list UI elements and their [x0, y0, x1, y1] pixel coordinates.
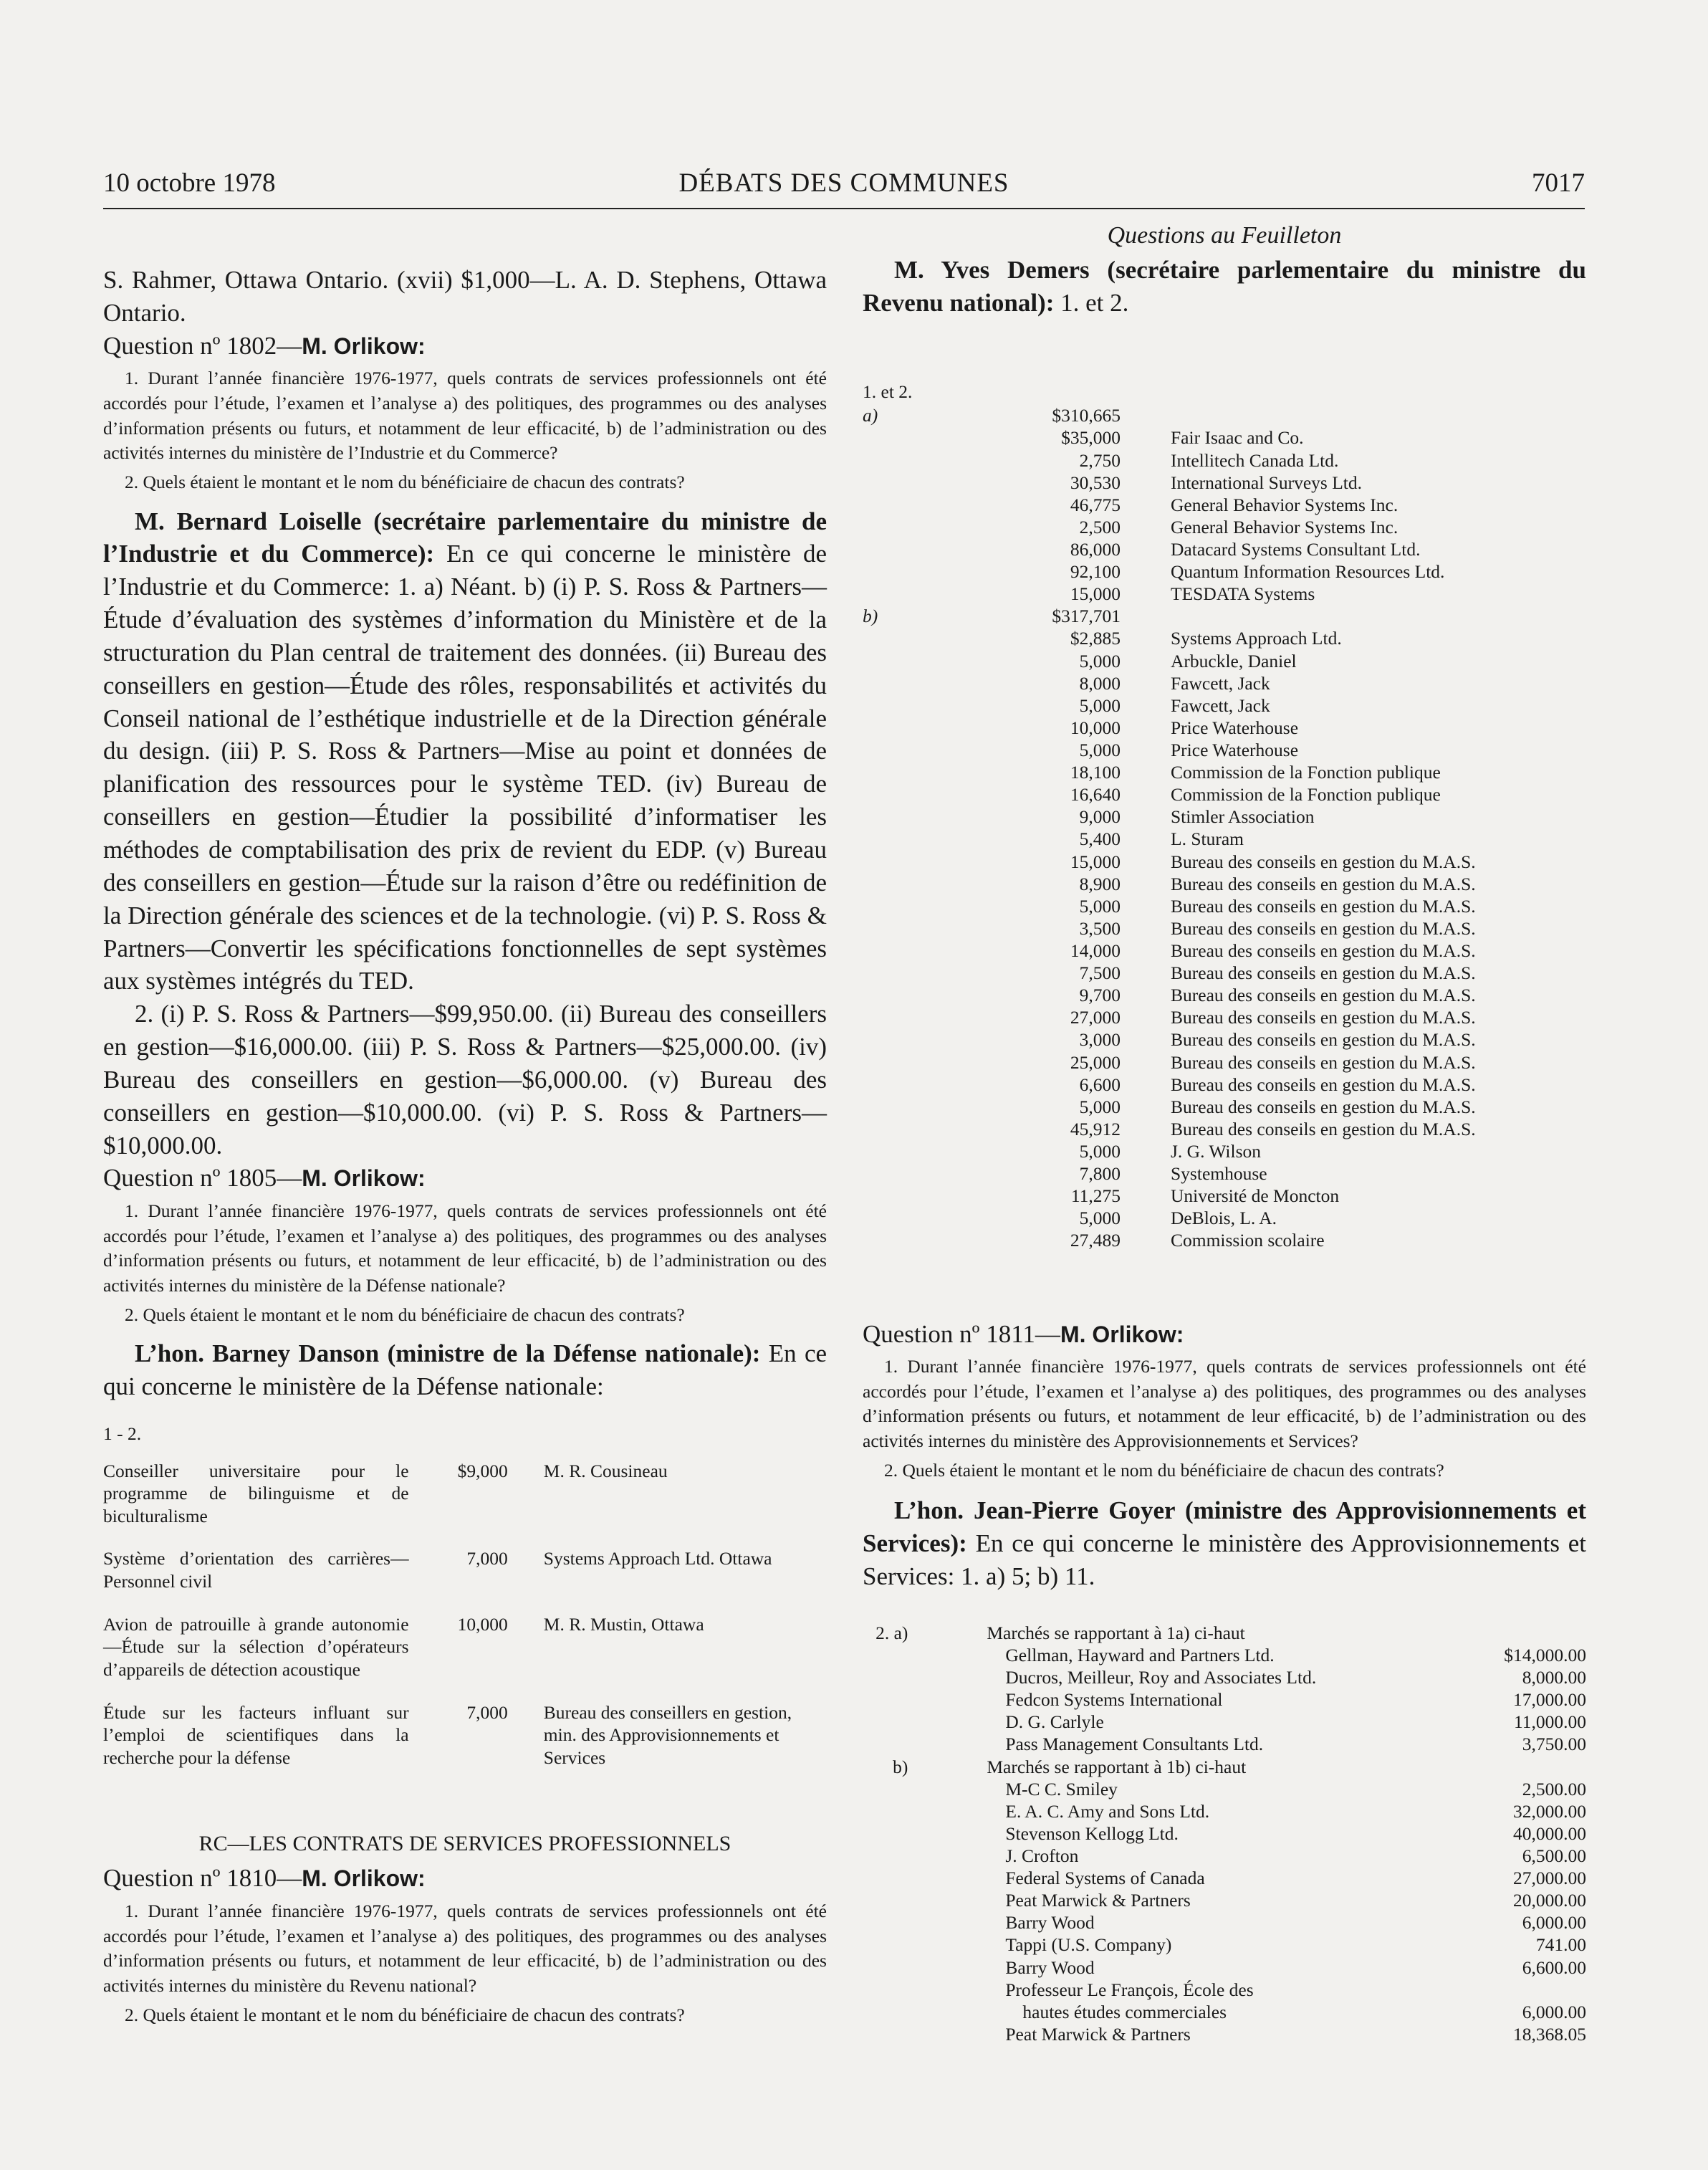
contract-amount: 10,000: [1070, 717, 1121, 738]
contract-recipient: Peat Marwick & Partners: [1005, 1890, 1191, 1911]
question-1811-asker: M. Orlikow:: [1060, 1321, 1184, 1347]
row-label: [863, 1140, 920, 1162]
question-1805-heading: [103, 1162, 827, 1195]
table-row: [863, 1118, 1476, 1140]
contract-recipient: J. Crofton: [1005, 1845, 1079, 1866]
table-row: [863, 1229, 1476, 1251]
contract-recipient: Systems Approach Ltd. Ottawa: [543, 1548, 772, 1569]
contract-recipient: Fawcett, Jack: [1171, 694, 1270, 716]
contract-description: Avion de patrouille à grande autonomie—Étude sur la sélection d’opérateurs d’appareils de détection acoustique: [103, 1613, 409, 1680]
row-label: [863, 962, 920, 984]
contract-amount: $2,885: [1070, 628, 1121, 649]
contract-recipient: International Surveys Ltd.: [1171, 472, 1362, 493]
contract-recipient: Commission scolaire: [1171, 1230, 1325, 1251]
contract-recipient: Bureau des conseils en gestion du M.A.S.: [1171, 1051, 1476, 1073]
contract-recipient: hautes études commerciales: [1022, 2001, 1227, 2022]
table-row: [863, 472, 1476, 494]
contract-amount: 3,750.00: [1522, 1734, 1586, 1755]
contract-amount: 6,000.00: [1522, 1912, 1586, 1934]
contract-amount: 10,000: [457, 1613, 508, 1635]
row-label: [863, 828, 920, 850]
row-label: [863, 2001, 908, 2023]
table-row: [863, 1666, 1586, 1688]
contract-amount: 16,640: [1070, 784, 1121, 806]
contract-amount: [1433, 1622, 1586, 1644]
question-1805-part2: 2. Quels étaient le montant et le nom du bénéficiaire de chacun des contrats?: [125, 1304, 685, 1325]
goyer-speaker: L’hon. Jean-Pierre Goyer (ministre des Approvisionnements et Services):: [863, 1496, 1586, 1558]
question-1811-part1: 1. Durant l’année financière 1976-1977, quels contrats de services professionnels ont été accordés pour l’étude, l’examen et l’analyse a) des politiques, des programmes ou des analyses d’information présents ou futurs, et notamment de leur efficacité, b) de l’administration ou des activités internes du ministère des Approvisionnements et Services?: [863, 1356, 1586, 1452]
row-label: [863, 1845, 908, 1867]
contract-recipient: Bureau des conseils en gestion du M.A.S.: [1171, 917, 1476, 939]
table-row: [863, 783, 1476, 806]
contract-amount: 18,100: [1070, 762, 1121, 783]
contract-recipient: D. G. Carlyle: [1005, 1711, 1104, 1733]
table-row: [863, 761, 1476, 783]
table-row: [863, 426, 1476, 449]
contract-amount: 15,000: [1070, 583, 1121, 605]
row-label: [863, 516, 920, 538]
revenue-table-label: 1. et 2.: [863, 381, 913, 402]
contract-amount: 5,400: [1079, 828, 1121, 850]
contract-description: Conseiller universitaire pour le programme de bilinguisme et de biculturalisme: [103, 1460, 409, 1526]
row-label: [863, 739, 920, 761]
row-label: [863, 1006, 920, 1028]
table-row: [863, 1979, 1586, 2001]
contract-amount: 6,600: [1079, 1074, 1121, 1095]
question-1805-asker: M. Orlikow:: [302, 1165, 426, 1192]
contract-amount: 15,000: [1070, 851, 1121, 872]
row-label: [863, 1911, 908, 1934]
contract-recipient: Arbuckle, Daniel: [1171, 650, 1297, 671]
table-row: [863, 1711, 1586, 1733]
table-row: [863, 538, 1476, 560]
contract-recipient: Commission de la Fonction publique: [1171, 762, 1441, 783]
row-label: [863, 494, 920, 516]
row-label: b): [893, 1756, 908, 1777]
contract-recipient: Bureau des conseils en gestion du M.A.S.: [1171, 1118, 1476, 1139]
contract-amount: 27,000.00: [1513, 1868, 1586, 1889]
row-label: [863, 940, 920, 962]
table-row: [863, 1162, 1476, 1185]
question-1811-heading: [863, 1318, 1586, 1351]
contract-amount: 2,500.00: [1522, 1778, 1586, 1799]
table-row: [103, 1701, 827, 1789]
contract-recipient: Tappi (U.S. Company): [1005, 1934, 1172, 1956]
row-label: [863, 583, 920, 605]
table-row: [863, 1096, 1476, 1118]
contract-amount: 2,500: [1079, 516, 1121, 537]
contract-recipient: DeBlois, L. A.: [1171, 1208, 1277, 1229]
table-row: [103, 1613, 827, 1701]
contract-recipient: Datacard Systems Consultant Ltd.: [1171, 539, 1421, 560]
table-row: [863, 650, 1476, 672]
table-row: [863, 1644, 1586, 1666]
contract-amount: 5,000: [1079, 694, 1121, 716]
row-label: [863, 1979, 908, 2001]
table-row: [863, 962, 1476, 984]
contract-recipient: M. R. Cousineau: [543, 1460, 668, 1481]
contract-recipient: [1121, 404, 1476, 426]
defense-contracts-table: [103, 1460, 827, 1789]
row-label: [863, 2023, 908, 2045]
danson-answer: [103, 1337, 827, 1403]
contract-recipient: Intellitech Canada Ltd.: [1171, 449, 1339, 471]
contract-recipient: Ducros, Meilleur, Roy and Associates Ltd.: [1005, 1667, 1317, 1688]
table-row: [863, 873, 1476, 895]
row-label: [863, 1778, 908, 1800]
contract-amount: 8,900: [1079, 873, 1121, 894]
contract-recipient: J. G. Wilson: [1171, 1140, 1262, 1162]
contract-amount: 2,750: [1079, 449, 1121, 471]
table-row: [863, 1074, 1476, 1096]
contract-recipient: E. A. C. Amy and Sons Ltd.: [1005, 1800, 1210, 1822]
question-1802-part2: 2. Quels étaient le montant et le nom du bénéficiaire de chacun des contrats?: [125, 471, 685, 492]
row-label: [863, 538, 920, 560]
contract-amount: 8,000.00: [1522, 1667, 1586, 1688]
contract-recipient: Barry Wood: [1005, 1912, 1095, 1934]
contract-amount: 741.00: [1535, 1934, 1586, 1956]
contract-amount: 86,000: [1070, 539, 1121, 560]
row-label: [863, 895, 920, 917]
table-row: [863, 1800, 1586, 1822]
table-row: [863, 694, 1476, 717]
row-label: [863, 1956, 908, 1979]
table-row: [863, 1207, 1476, 1229]
question-1802-heading: [103, 330, 827, 363]
contract-amount: 92,100: [1070, 561, 1121, 583]
row-label: [863, 627, 920, 649]
question-1802-asker: M. Orlikow:: [302, 333, 426, 359]
row-label: [863, 1889, 908, 1911]
contract-recipient: Professeur Le François, École des: [1005, 1979, 1254, 2000]
table-row: [863, 1845, 1586, 1867]
contract-amount: $35,000: [1061, 427, 1121, 449]
contract-recipient: Price Waterhouse: [1171, 740, 1299, 760]
contract-recipient: Bureau des conseils en gestion du M.A.S.: [1171, 1029, 1476, 1051]
page-header: [103, 166, 1585, 209]
contract-recipient: Université de Moncton: [1171, 1185, 1340, 1207]
contract-amount: $310,665: [1052, 405, 1121, 426]
row-label: [863, 917, 920, 940]
question-1805-number: Question nº 1805—: [103, 1164, 302, 1192]
revenue-contracts-table: [863, 404, 1476, 1251]
question-1810-heading: [103, 1862, 827, 1895]
row-label: [863, 1711, 908, 1733]
table-row: [863, 1778, 1586, 1800]
contract-recipient: Bureau des conseils en gestion du M.A.S.: [1171, 1074, 1476, 1095]
contract-recipient: Bureau des conseils en gestion du M.A.S.: [1171, 985, 1476, 1006]
loiselle-speaker: M. Bernard Loiselle (secrétaire parlementaire du ministre de l’Industrie et du Commerce):: [103, 507, 827, 568]
demers-answer-text: 1. et 2.: [1060, 288, 1129, 317]
table-row: [863, 404, 1476, 426]
contract-amount: 6,000.00: [1522, 2001, 1586, 2022]
table-row: [863, 2001, 1586, 2023]
table-row: [863, 851, 1476, 873]
row-label: [863, 694, 920, 717]
row-label: [863, 472, 920, 494]
row-label: [863, 1051, 920, 1074]
contract-amount: 7,500: [1079, 962, 1121, 984]
contract-amount: 5,000: [1079, 740, 1121, 760]
contract-recipient: M. R. Mustin, Ottawa: [543, 1613, 704, 1635]
contract-recipient: Systems Approach Ltd.: [1171, 628, 1342, 649]
contract-amount: 9,000: [1079, 806, 1121, 828]
contract-recipient: L. Sturam: [1171, 828, 1244, 850]
contract-amount: 9,700: [1079, 985, 1121, 1006]
contract-recipient: Fedcon Systems International: [1005, 1689, 1223, 1711]
question-1810-asker: M. Orlikow:: [302, 1865, 426, 1892]
supply-contracts-table: [863, 1622, 1586, 2045]
contract-recipient: Fair Isaac and Co.: [1171, 427, 1304, 449]
contract-recipient: Barry Wood: [1005, 1956, 1095, 1978]
contract-recipient: Marchés se rapportant à 1a) ci-haut: [987, 1622, 1245, 1643]
row-label: [863, 1666, 908, 1688]
contract-amount: 7,800: [1079, 1163, 1121, 1185]
contract-amount: 5,000: [1079, 1208, 1121, 1229]
loiselle-answer-part2: 2. (i) P. S. Ross & Partners—$99,950.00. (ii) Bureau des conseillers en gestion—$16,000.00. (iii) P. S. Ross & Partners—$25,000.00. (iv) Bureau des conseillers en gestion—$6,000.00. (v) Bureau des conseillers en gestion—$10,000.00. (vi) P. S. Ross & Partners—$10,000.00.: [103, 1000, 827, 1160]
contract-recipient: Federal Systems of Canada: [1005, 1868, 1205, 1889]
row-label: [863, 717, 920, 739]
contract-recipient: Systemhouse: [1171, 1163, 1267, 1185]
demers-speaker: M. Yves Demers (secrétaire parlementaire du ministre du Revenu national):: [863, 256, 1586, 317]
question-1802-part1: 1. Durant l’année financière 1976-1977, quels contrats de services professionnels ont été accordés pour l’étude, l’examen et l’analyse a) des politiques, des programmes ou des analyses d’information présents ou futurs, et notamment de leur efficacité, b) de l’administration ou des activités internes du ministère de l’Industrie et du Commerce?: [103, 368, 827, 464]
contract-amount: [1433, 1979, 1586, 2001]
question-1811-number: Question nº 1811—: [863, 1319, 1060, 1348]
contract-recipient: Quantum Information Resources Ltd.: [1171, 561, 1445, 583]
table-row: [863, 672, 1476, 694]
table-row: [863, 1822, 1586, 1845]
table-row: [863, 1889, 1586, 1911]
contract-description: Étude sur les facteurs influant sur l’emploi de scientifiques dans la recherche pour la défense: [103, 1701, 409, 1768]
contract-amount: 8,000: [1079, 672, 1121, 694]
question-1810-number: Question nº 1810—: [103, 1864, 302, 1893]
table-row: [863, 739, 1476, 761]
contract-amount: 46,775: [1070, 494, 1121, 515]
contract-amount: 14,000: [1070, 940, 1121, 961]
contract-recipient: Commission de la Fonction publique: [1171, 784, 1441, 806]
table-row: [863, 627, 1476, 649]
contract-amount: 27,000: [1070, 1007, 1121, 1028]
contract-amount: 45,912: [1070, 1118, 1121, 1139]
contract-amount: [1433, 1756, 1586, 1778]
contract-recipient: Stimler Association: [1171, 806, 1315, 828]
contract-amount: $14,000.00: [1504, 1645, 1586, 1666]
goyer-answer: [863, 1494, 1586, 1593]
contract-amount: $317,701: [1052, 606, 1121, 627]
right-column: [863, 222, 1586, 2045]
table-row: [863, 2023, 1586, 2045]
table-row: [863, 560, 1476, 583]
table-row: [863, 1051, 1476, 1074]
row-label: [863, 806, 920, 828]
contract-recipient: Price Waterhouse: [1171, 717, 1299, 738]
contract-recipient: Pass Management Consultants Ltd.: [1005, 1734, 1264, 1755]
row-label: [863, 650, 920, 672]
contract-amount: 17,000.00: [1513, 1689, 1586, 1711]
table-row: [863, 1911, 1586, 1934]
row-label: [863, 1074, 920, 1096]
contract-recipient: Gellman, Hayward and Partners Ltd.: [1005, 1645, 1275, 1666]
contract-recipient: Bureau des conseillers en gestion, min. des Approvisionnements et Services: [543, 1701, 792, 1768]
contract-amount: 5,000: [1079, 1140, 1121, 1162]
contract-recipient: Bureau des conseils en gestion du M.A.S.: [1171, 940, 1476, 961]
row-label: [863, 449, 920, 472]
danson-speaker: L’hon. Barney Danson (ministre de la Défense nationale):: [135, 1339, 761, 1368]
question-1810-part2: 2. Quels étaient le montant et le nom du bénéficiaire de chacun des contrats?: [125, 2004, 685, 2025]
row-label: [863, 783, 920, 806]
contract-amount: 20,000.00: [1513, 1890, 1586, 1911]
continued-paragraph: S. Rahmer, Ottawa Ontario. (xvii) $1,000—L. A. D. Stephens, Ottawa Ontario.: [103, 266, 827, 327]
header-page-number: 7017: [1532, 168, 1585, 198]
row-label: [863, 1867, 908, 1889]
contract-recipient: Bureau des conseils en gestion du M.A.S.: [1171, 873, 1476, 894]
row-label: [863, 1229, 920, 1251]
contract-amount: 7,000: [466, 1548, 508, 1569]
contract-recipient: General Behavior Systems Inc.: [1171, 516, 1398, 537]
table-row: [863, 1956, 1586, 1979]
demers-answer: [863, 254, 1586, 320]
contract-amount: 40,000.00: [1513, 1822, 1586, 1844]
contract-amount: 5,000: [1079, 1096, 1121, 1117]
table-row: [863, 917, 1476, 940]
table-row: [863, 1185, 1476, 1207]
row-label: [863, 1162, 920, 1185]
contract-amount: 11,275: [1070, 1185, 1121, 1207]
contract-recipient: [1121, 605, 1476, 627]
table-row: [863, 583, 1476, 605]
row-label: [863, 1118, 920, 1140]
table-row: [863, 806, 1476, 828]
table-row: [863, 449, 1476, 472]
table-row: [863, 895, 1476, 917]
contract-recipient: General Behavior Systems Inc.: [1171, 494, 1398, 515]
table-row: [863, 1934, 1586, 1956]
danson-table-label: 1 - 2.: [103, 1423, 142, 1444]
contract-amount: 5,000: [1079, 650, 1121, 671]
row-label: [863, 426, 920, 449]
question-1810-part1: 1. Durant l’année financière 1976-1977, quels contrats de services professionnels ont été accordés pour l’étude, l’examen et l’analyse a) des politiques, des programmes ou des analyses d’information présents ou futurs, et notamment de leur efficacité, b) de l’administration ou des activités internes du ministère du Revenu national?: [103, 1900, 827, 1996]
contract-recipient: Bureau des conseils en gestion du M.A.S.: [1171, 851, 1476, 872]
section-title: Questions au Feuilleton: [1107, 222, 1342, 249]
table-row: [863, 717, 1476, 739]
contract-amount: 6,500.00: [1522, 1845, 1586, 1866]
contract-amount: $9,000: [457, 1460, 508, 1481]
contract-amount: 30,530: [1070, 472, 1121, 493]
question-1811-part2: 2. Quels étaient le montant et le nom du bénéficiaire de chacun des contrats?: [884, 1459, 1444, 1481]
table-row: [863, 605, 1476, 627]
row-label: [863, 1822, 908, 1845]
contract-recipient: Bureau des conseils en gestion du M.A.S.: [1171, 962, 1476, 984]
table-row: [863, 828, 1476, 850]
danson-answer-text: En ce qui concerne le ministère de la Défense nationale:: [103, 1339, 827, 1401]
contract-amount: 18,368.05: [1513, 2023, 1586, 2045]
table-row: [863, 1028, 1476, 1051]
contract-recipient: M-C C. Smiley: [1005, 1778, 1118, 1799]
contract-amount: 32,000.00: [1513, 1800, 1586, 1822]
loiselle-answer: [103, 505, 827, 998]
left-column: [103, 222, 827, 2027]
row-label: [863, 1207, 920, 1229]
contract-amount: 11,000.00: [1513, 1711, 1586, 1733]
contract-description: Système d’orientation des carrières—Personnel civil: [103, 1548, 409, 1592]
contract-recipient: Fawcett, Jack: [1171, 672, 1270, 694]
contract-recipient: Peat Marwick & Partners: [1005, 2023, 1191, 2045]
contract-amount: 5,000: [1079, 895, 1121, 917]
contract-amount: 3,500: [1079, 917, 1121, 939]
table-row: [863, 1756, 1586, 1778]
table-row: [863, 1733, 1586, 1755]
contract-recipient: Bureau des conseils en gestion du M.A.S.: [1171, 895, 1476, 917]
row-label: a): [863, 405, 878, 426]
row-label: [863, 1733, 908, 1755]
row-label: [863, 1185, 920, 1207]
row-label: [863, 1934, 908, 1956]
table-row: [863, 516, 1476, 538]
table-row: [863, 1622, 1586, 1644]
contract-recipient: Marchés se rapportant à 1b) ci-haut: [987, 1756, 1247, 1777]
rc-section-heading: RC—LES CONTRATS DE SERVICES PROFESSIONNELS: [198, 1832, 731, 1856]
row-label: [863, 560, 920, 583]
table-row: [103, 1547, 827, 1612]
question-1802-number: Question nº 1802—: [103, 331, 302, 360]
table-row: [863, 1006, 1476, 1028]
row-label: [863, 873, 920, 895]
header-date: 10 octobre 1978: [103, 168, 276, 198]
contract-recipient: Stevenson Kellogg Ltd.: [1005, 1822, 1179, 1844]
table-row: [863, 940, 1476, 962]
header-title: DÉBATS DES COMMUNES: [678, 168, 1009, 198]
question-1805-part1: 1. Durant l’année financière 1976-1977, quels contrats de services professionnels ont été accordés pour l’étude, l’examen et l’analyse a) des politiques, des programmes ou des analyses d’information présents ou futurs, et notamment de leur efficacité, b) de l’administration ou des activités internes du ministère de la Défense nationale?: [103, 1200, 827, 1296]
contract-recipient: Bureau des conseils en gestion du M.A.S.: [1171, 1007, 1476, 1028]
table-row: [863, 1867, 1586, 1889]
goyer-answer-text: En ce qui concerne le ministère des Approvisionnements et Services: 1. a) 5; b) 11.: [863, 1529, 1586, 1591]
row-label: [863, 1800, 908, 1822]
row-label: [863, 851, 920, 873]
contract-amount: 6,600.00: [1522, 1956, 1586, 1978]
table-row: [863, 1688, 1586, 1711]
row-label: b): [863, 606, 878, 627]
contract-recipient: TESDATA Systems: [1171, 583, 1315, 605]
contract-recipient: Bureau des conseils en gestion du M.A.S.: [1171, 1096, 1476, 1117]
table-row: [863, 984, 1476, 1006]
table-row: [863, 494, 1476, 516]
row-label: [863, 672, 920, 694]
row-label: [863, 1644, 908, 1666]
loiselle-answer-text: En ce qui concerne le ministère de l’Industrie et du Commerce: 1. a) Néant. b) (i) P. S. Ross & Partners—Étude d’évaluation des systèmes d’information du Ministère et de la structuration du Plan central de traitement des données. (ii) Bureau des conseillers en gestion—Étude des rôles, responsabilités et activités du Conseil national de l’esthétique industrielle et de la Direction générale du design. (iii) P. S. Ross & Partners—Mise au point et données de planification des ressources pour le système TED. (iv) Bureau de conseillers en gestion—Étudier la possibilité d’informatiser les méthodes de comptabilisation des prix de revient du EDP. (v) Bureau des conseillers en gestion—Étude sur la raison d’être ou redéfinition de la Direction générale des sciences et de la technologie. (vi) P. S. Ross & Partners—Convertir les spécifications fonctionnelles de sept systèmes aux systèmes intégrés du TED.: [103, 540, 827, 995]
table-row: [103, 1460, 827, 1548]
row-label: [863, 1688, 908, 1711]
contract-amount: 27,489: [1070, 1230, 1121, 1251]
row-label: [863, 1096, 920, 1118]
contract-amount: 25,000: [1070, 1051, 1121, 1073]
row-label: 2. a): [875, 1622, 908, 1643]
row-label: [863, 984, 920, 1006]
row-label: [863, 1028, 920, 1051]
table-row: [863, 1140, 1476, 1162]
contract-amount: 3,000: [1079, 1029, 1121, 1051]
contract-amount: 7,000: [466, 1701, 508, 1723]
row-label: [863, 761, 920, 783]
